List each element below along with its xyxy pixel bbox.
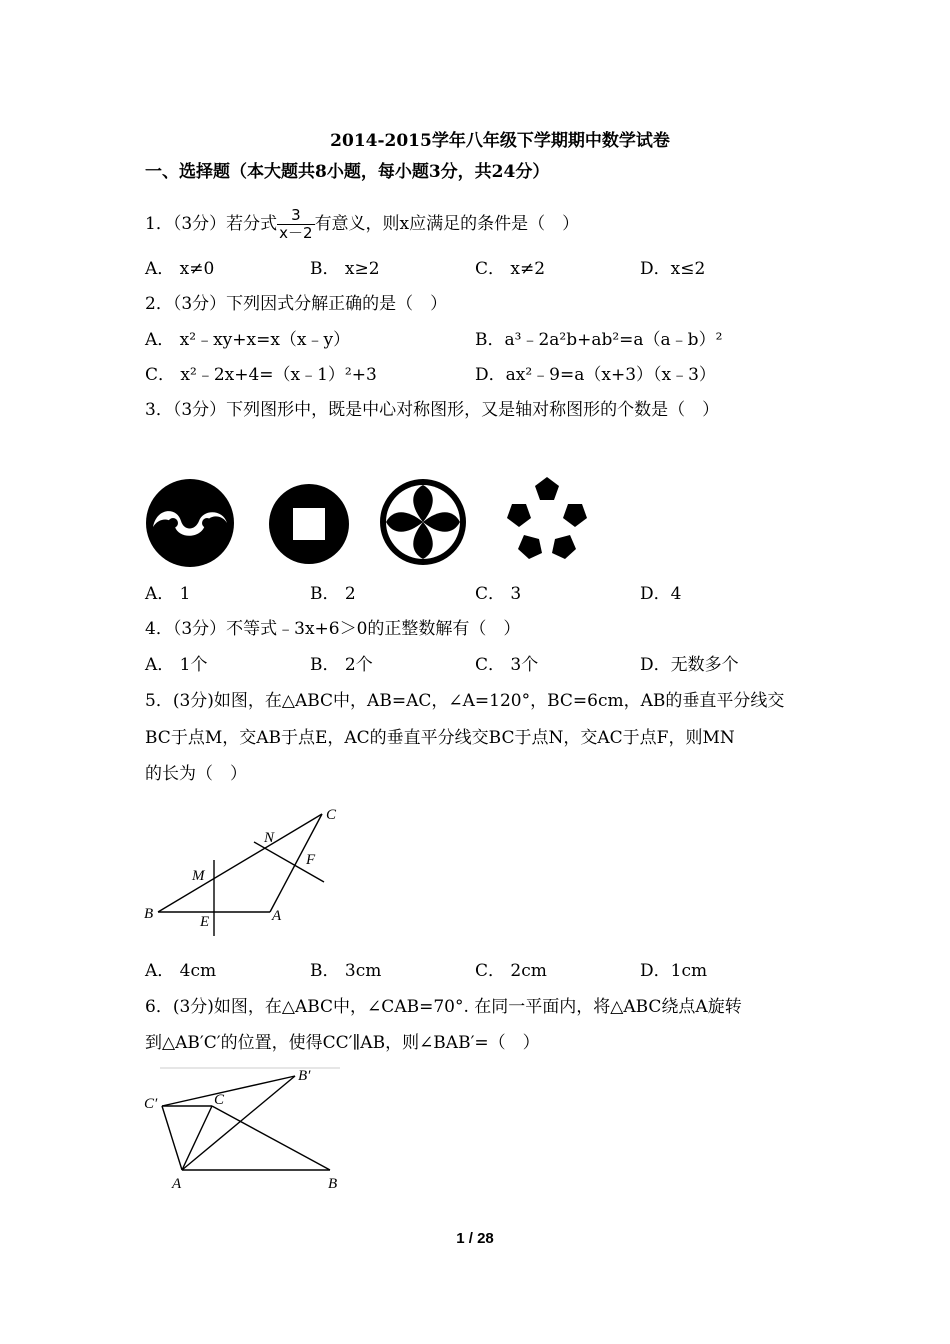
option-c: C． 3	[475, 584, 522, 604]
label-e: E	[200, 914, 210, 930]
fraction-denominator: x－2	[279, 224, 313, 242]
question-5-line-1: 5．(3分)如图，在△ABC中，AB=AC，∠A=120°，BC=6cm，AB的垂直平分线交	[145, 691, 785, 711]
question-6-line-1: 6．(3分)如图，在△ABC中，∠CAB=70°. 在同一平面内，将△ABC绕点A旋转	[145, 997, 742, 1017]
option-c: C． 3个	[475, 655, 539, 675]
figure-coin-square	[268, 482, 350, 566]
question-2-stem: 2．（3分）下列因式分解正确的是（ ）	[145, 294, 448, 314]
label-m: M	[192, 868, 205, 884]
option-c: C． x²﹣2x+4=（x﹣1）²+3	[145, 365, 377, 385]
label-b: B	[144, 906, 154, 922]
label-c: C	[214, 1092, 225, 1108]
option-d: D．无数多个	[640, 655, 739, 675]
option-d: D．x≤2	[640, 259, 706, 279]
figure-circle-petals	[370, 476, 476, 568]
question-5-line-3: 的长为（ ）	[145, 764, 247, 784]
section-heading: 一、选择题（本大题共8小题，每小题3分，共24分）	[145, 162, 550, 182]
option-b: B． 3cm	[310, 961, 382, 981]
option-a: A． 1个	[145, 655, 208, 675]
option-a: A． 1	[145, 584, 191, 604]
question-4-stem: 4．（3分）不等式﹣3x+6＞0的正整数解有（ ）	[145, 619, 521, 639]
label-b-prime: B′	[298, 1068, 311, 1084]
option-b: B． 2	[310, 584, 356, 604]
label-b: B	[328, 1176, 338, 1192]
option-b: B． 2个	[310, 655, 373, 675]
label-a: A	[172, 1176, 182, 1192]
option-d: D．ax²﹣9=a（x+3）（x﹣3）	[475, 365, 716, 385]
question-5-line-2: BC于点M，交AB于点E，AC的垂直平分线交BC于点N，交AC于点F，则MN	[145, 728, 735, 748]
fraction-numerator: 3	[277, 207, 314, 225]
label-f: F	[306, 852, 316, 868]
figure-rotation-q6	[140, 1066, 345, 1196]
option-c: C． x≠2	[475, 259, 546, 279]
option-d: D．1cm	[640, 961, 708, 981]
option-d: D．4	[640, 584, 682, 604]
question-6-line-2: 到△AB′C′的位置，使得CC′∥AB，则∠BAB′=（ ）	[145, 1033, 540, 1053]
question-3-stem: 3．（3分）下列图形中，既是中心对称图形，又是轴对称图形的个数是（ ）	[145, 400, 720, 420]
option-a: A． x²﹣xy+x=x（x﹣y）	[145, 330, 351, 350]
fraction	[277, 207, 314, 242]
label-n: N	[264, 830, 275, 846]
question-1	[145, 207, 579, 242]
option-b: B． x≥2	[310, 259, 380, 279]
label-c: C	[326, 807, 337, 823]
figure-triangle-q5	[140, 800, 350, 940]
figure-pentagons	[503, 473, 591, 563]
option-a: A． 4cm	[145, 961, 217, 981]
page-title: 2014-2015学年八年级下学期期中数学试卷	[330, 131, 670, 151]
page-number: 1 / 28	[456, 1230, 494, 1247]
option-b: B．a³﹣2a²b+ab²=a（a﹣b）²	[475, 330, 723, 350]
question-1-stem-after: 有意义，则x应满足的条件是（ ）	[314, 214, 580, 234]
figure-yin-yang-like	[143, 477, 237, 569]
option-a: A． x≠0	[145, 259, 215, 279]
option-c: C． 2cm	[475, 961, 547, 981]
question-1-stem-before: 1．（3分）若分式	[145, 214, 278, 234]
label-a: A	[272, 908, 282, 924]
label-c-prime: C′	[144, 1096, 158, 1112]
